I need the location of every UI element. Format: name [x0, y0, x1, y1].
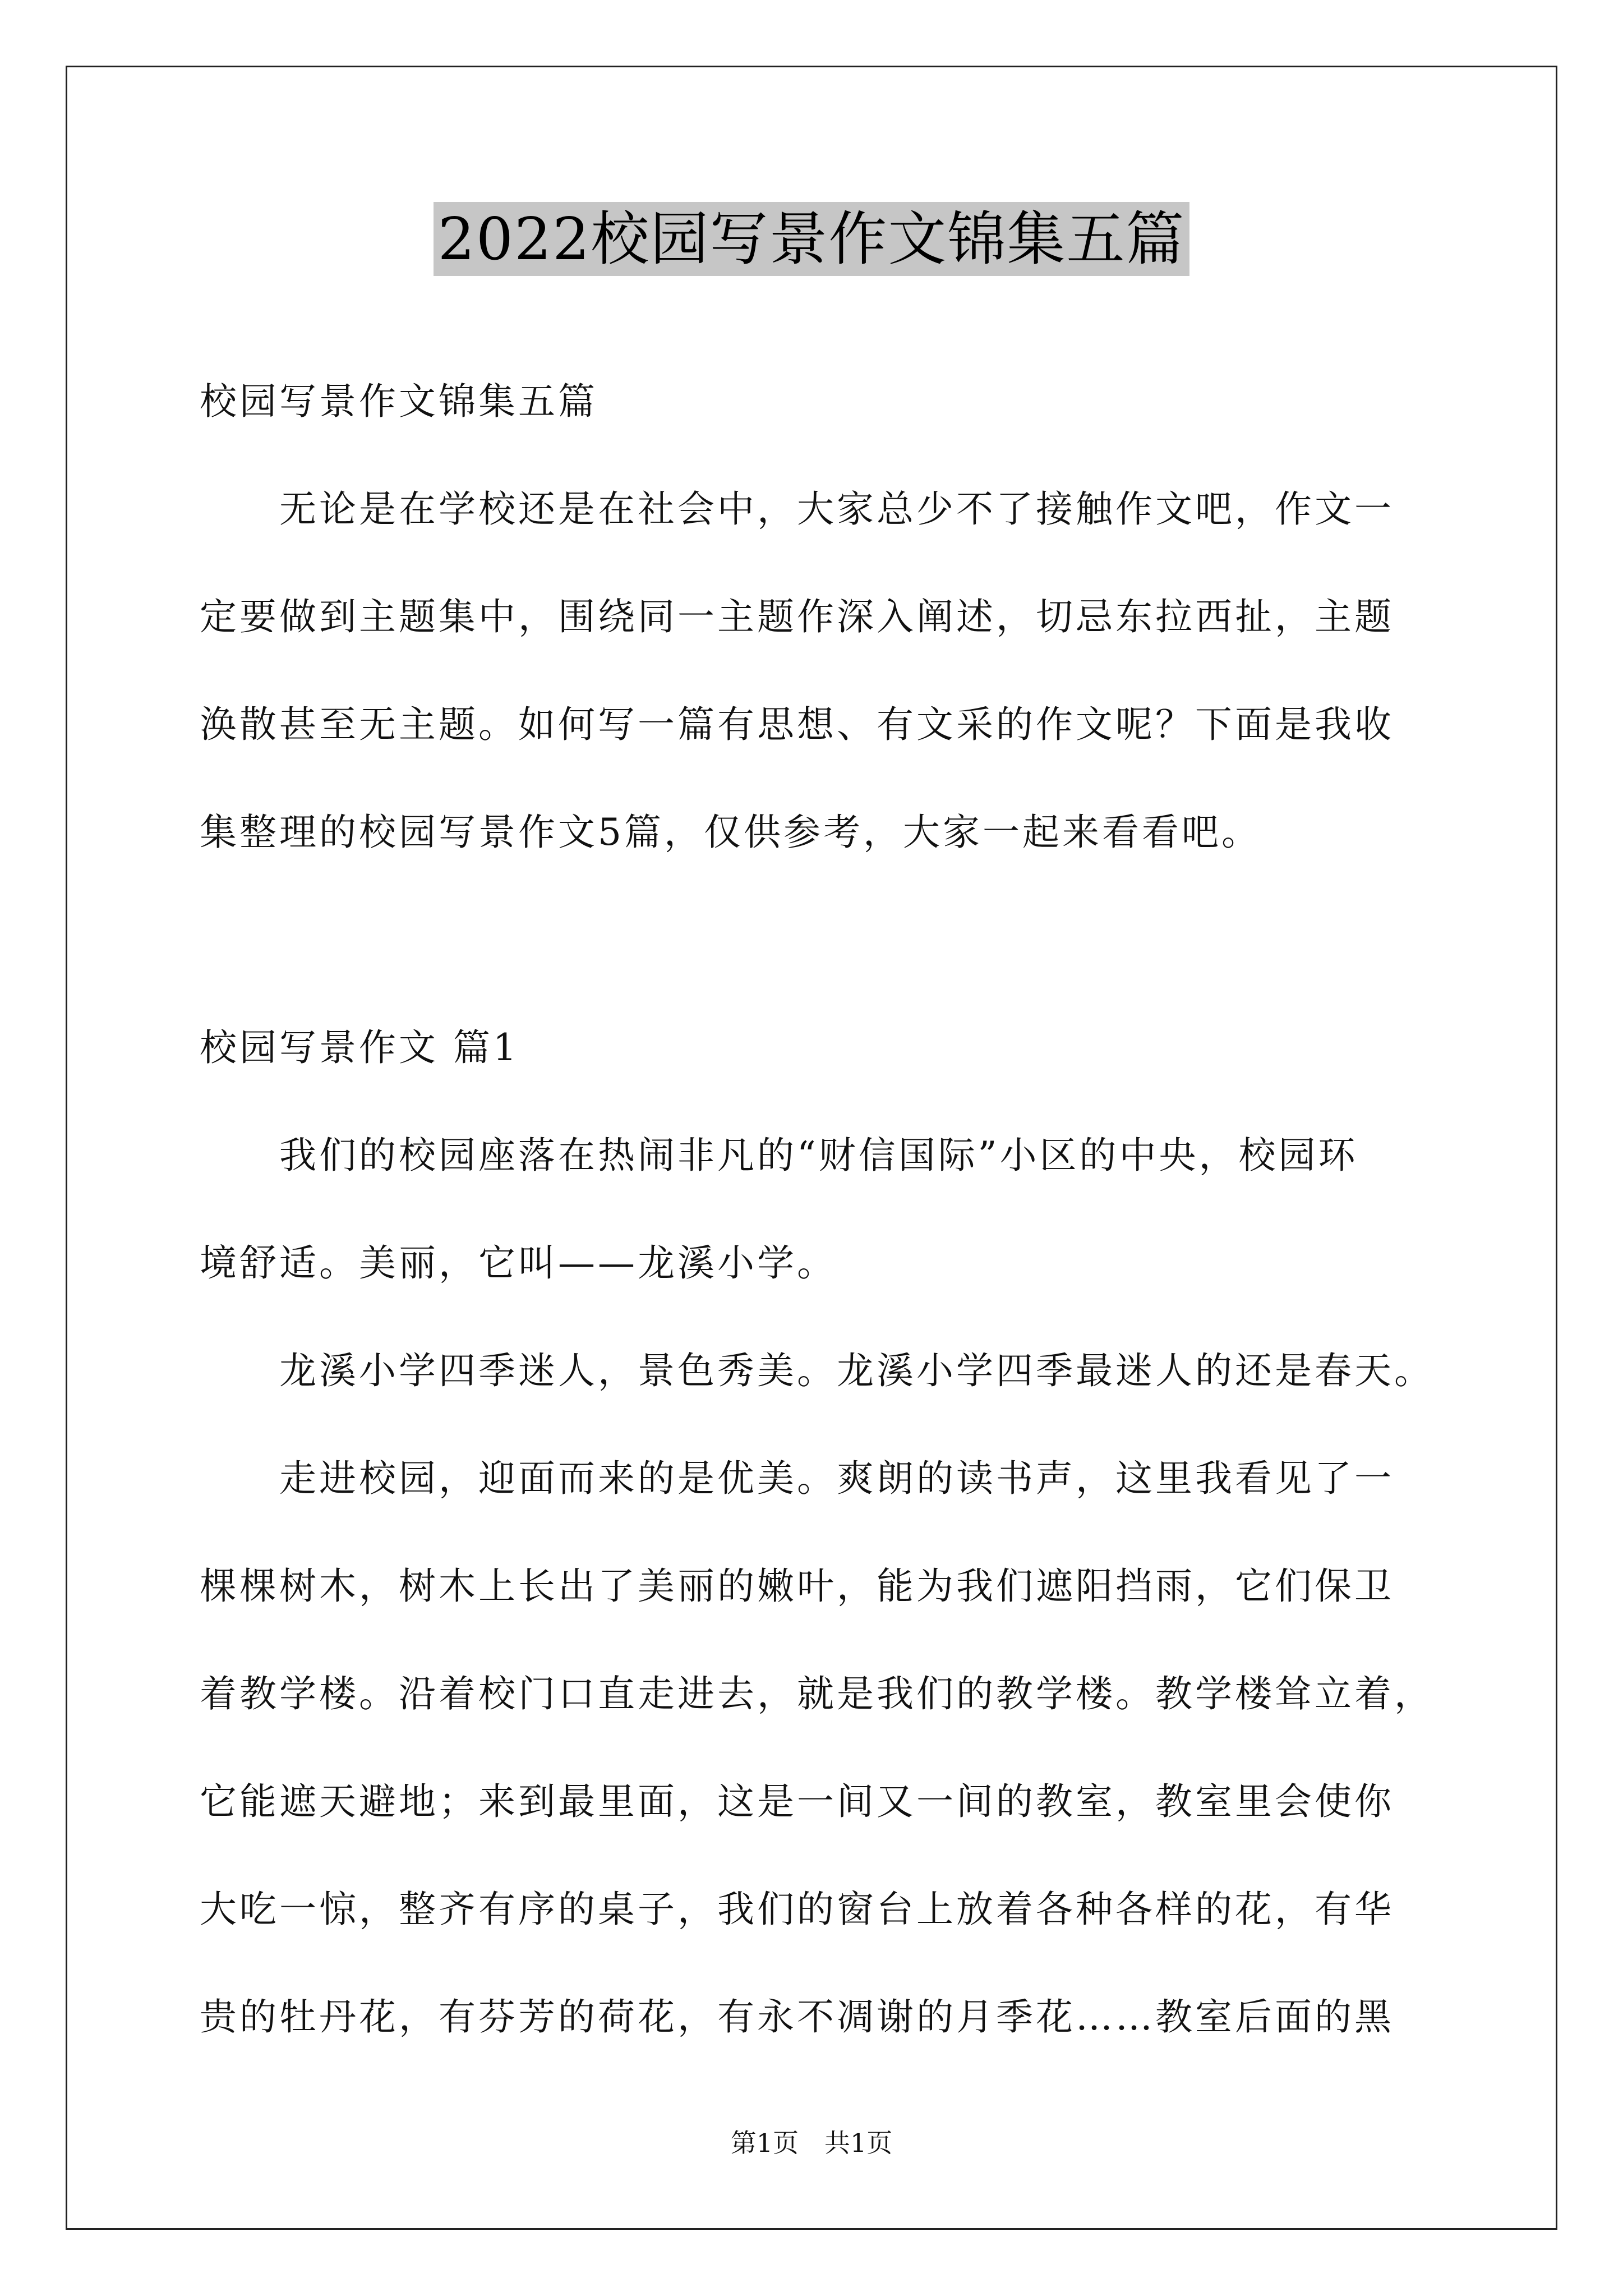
document-subtitle: 校园写景作文锦集五篇: [200, 380, 598, 423]
title-container: [0, 202, 1623, 276]
paragraph-line: 境舒适。美丽，它叫——龙溪小学。: [200, 1241, 837, 1285]
page-footer: [0, 2126, 1623, 2160]
intro-line: 涣散甚至无主题。如何写一篇有思想、有文采的作文呢？下面是我收: [200, 703, 1394, 746]
document-title: 2022校园写景作文锦集五篇: [434, 202, 1190, 276]
paragraph-line: 它能遮天避地；来到最里面，这是一间又一间的教室，教室里会使你: [200, 1780, 1394, 1823]
paragraph-line: 走进校园，迎面而来的是优美。爽朗的读书声，这里我看见了一: [279, 1457, 1394, 1500]
section-heading: 校园写景作文 篇1: [200, 1026, 519, 1069]
intro-line: 定要做到主题集中，围绕同一主题作深入阐述，切忌东拉西扯，主题: [200, 595, 1394, 638]
intro-line: 集整理的校园写景作文5篇，仅供参考，大家一起来看看吧。: [200, 811, 1261, 854]
paragraph-line: 大吃一惊，整齐有序的桌子，我们的窗台上放着各种各样的花，有华: [200, 1888, 1394, 1931]
page-number: 第1页: [730, 2128, 799, 2158]
document-body: [200, 348, 1433, 2071]
paragraph-gap: [200, 886, 1433, 994]
paragraph-line: 我们的校园座落在热闹非凡的“财信国际”小区的中央，校园环: [279, 1134, 1358, 1177]
paragraph-line: 贵的牡丹花，有芬芳的荷花，有永不凋谢的月季花……教室后面的黑: [200, 1995, 1394, 2039]
paragraph-line: 着教学楼。沿着校门口直走进去，就是我们的教学楼。教学楼耸立着，: [200, 1672, 1434, 1715]
page-total: 共1页: [824, 2128, 893, 2158]
paragraph-line: 棵棵树木，树木上长出了美丽的嫩叶，能为我们遮阳挡雨，它们保卫: [200, 1565, 1394, 1608]
paragraph-line: 龙溪小学四季迷人，景色秀美。龙溪小学四季最迷人的还是春天。: [279, 1349, 1434, 1392]
intro-line: 无论是在学校还是在社会中，大家总少不了接触作文吧，作文一: [279, 487, 1394, 531]
